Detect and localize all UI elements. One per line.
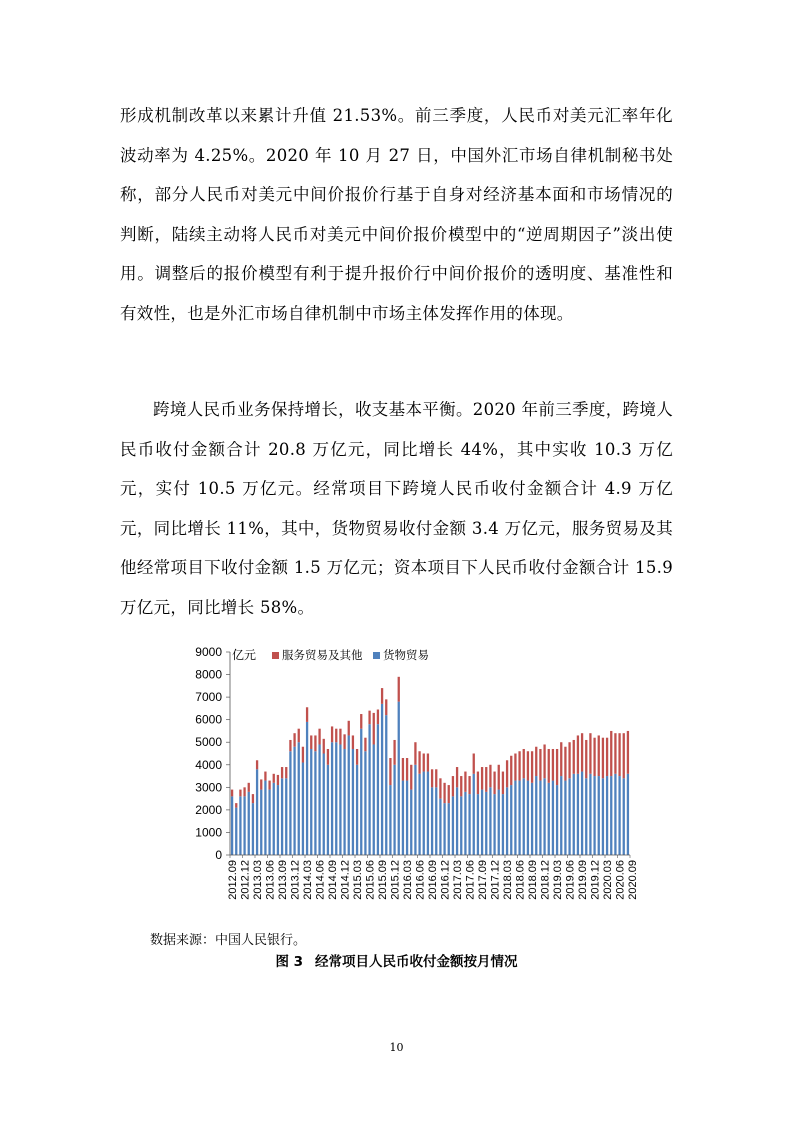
bar-services (398, 677, 400, 702)
bar-services (464, 772, 466, 792)
bar-goods (506, 787, 508, 855)
bar-services (460, 776, 462, 796)
x-tick-label: 2020.06 (614, 860, 627, 900)
x-tick-label: 2018.03 (502, 860, 515, 900)
bar-services (293, 733, 295, 747)
bar-services (564, 747, 566, 781)
bar-goods (464, 792, 466, 855)
bar-goods (231, 796, 233, 855)
bar-goods (356, 765, 358, 855)
bar-services (618, 733, 620, 776)
bar-goods (427, 772, 429, 855)
bar-services (610, 731, 612, 776)
bar-goods (260, 790, 262, 855)
bar-services (260, 779, 262, 789)
bar-services (302, 747, 304, 763)
bar-goods (298, 742, 300, 855)
bar-goods (285, 778, 287, 855)
bar-services (331, 726, 333, 742)
bar-goods (539, 781, 541, 855)
bar-services (277, 775, 279, 785)
bar-goods (598, 776, 600, 855)
bar-services (352, 735, 354, 749)
bar-goods (273, 783, 275, 855)
bar-goods (252, 803, 254, 855)
x-tick-label: 2019.03 (552, 860, 565, 900)
bar-goods (235, 808, 237, 855)
x-tick-label: 2013.09 (277, 860, 290, 900)
bar-goods (493, 794, 495, 855)
bar-services (593, 738, 595, 776)
bar-goods (523, 778, 525, 855)
bar-goods (435, 787, 437, 855)
y-tick-label: 4000 (195, 757, 222, 772)
bar-services (231, 790, 233, 797)
bar-services (381, 688, 383, 704)
bar-services (264, 772, 266, 781)
y-unit-label: 亿元 (232, 648, 257, 662)
bar-goods (443, 803, 445, 855)
bar-goods (348, 735, 350, 855)
bar-services (548, 749, 550, 783)
bar-services (360, 714, 362, 729)
y-tick-label: 5000 (195, 735, 222, 750)
bar-goods (364, 751, 366, 855)
bar-services (289, 740, 291, 751)
y-tick-label: 3000 (195, 780, 222, 795)
bar-services (368, 711, 370, 725)
bar-services (577, 735, 579, 773)
bar-services (493, 772, 495, 795)
bar-goods (373, 744, 375, 855)
bar-services (518, 751, 520, 780)
y-tick-label: 8000 (195, 667, 222, 682)
y-tick-label: 1000 (195, 825, 222, 840)
bar-services (252, 794, 254, 803)
bar-goods (248, 792, 250, 855)
bar-goods (573, 774, 575, 855)
bar-goods (402, 781, 404, 855)
bar-services (598, 735, 600, 776)
bar-services (556, 749, 558, 785)
bar-services (560, 742, 562, 776)
bar-services (314, 735, 316, 751)
bar-goods (623, 778, 625, 855)
bar-goods (618, 776, 620, 855)
x-tick-label: 2017.06 (464, 860, 477, 900)
bar-services (335, 729, 337, 743)
bar-goods (489, 787, 491, 855)
x-tick-label: 2013.06 (264, 860, 277, 900)
bar-services (531, 751, 533, 783)
bar-services (539, 749, 541, 781)
bar-services (523, 749, 525, 778)
source-note: 数据来源：中国人民银行。 (150, 933, 307, 948)
bar-services (248, 783, 250, 792)
bar-services (243, 787, 245, 796)
bar-goods (323, 754, 325, 856)
bar-services (585, 740, 587, 778)
bar-goods (614, 774, 616, 855)
bar-goods (606, 776, 608, 855)
x-tick-label: 2012.09 (227, 860, 240, 900)
bar-services (306, 707, 308, 722)
bar-services (377, 710, 379, 725)
x-tick-label: 2014.03 (302, 860, 315, 900)
x-tick-label: 2013.03 (252, 860, 265, 900)
bar-services (373, 713, 375, 745)
bar-goods (352, 749, 354, 855)
figure-title: 经常项目人民币收付金额按月情况 (315, 954, 518, 970)
bar-goods (368, 724, 370, 855)
bar-goods (423, 772, 425, 855)
bar-services (414, 742, 416, 765)
bar-goods (527, 781, 529, 855)
bar-goods (460, 796, 462, 855)
figure-caption (0, 950, 793, 970)
bar-services (477, 772, 479, 795)
bar-services (468, 776, 470, 794)
bar-goods (593, 776, 595, 855)
bar-services (452, 776, 454, 796)
bar-goods (293, 747, 295, 855)
bar-goods (289, 751, 291, 855)
bar-services (327, 749, 329, 765)
bar-services (385, 699, 387, 715)
bar-services (623, 733, 625, 778)
bar-goods (568, 778, 570, 855)
bar-goods (431, 787, 433, 855)
bar-goods (393, 765, 395, 855)
bar-goods (585, 778, 587, 855)
x-tick-label: 2013.12 (289, 860, 302, 900)
bar-services (443, 783, 445, 803)
bar-services (285, 767, 287, 778)
bar-services (456, 767, 458, 787)
x-tick-label: 2016.12 (439, 860, 452, 900)
bar-services (485, 767, 487, 792)
bar-services (527, 751, 529, 780)
bar-goods (543, 778, 545, 855)
bar-goods (473, 774, 475, 855)
bar-goods (268, 790, 270, 855)
bar-goods (410, 790, 412, 855)
bar-goods (439, 799, 441, 855)
bar-services (431, 769, 433, 787)
bar-services (423, 754, 425, 772)
bar-goods (498, 790, 500, 855)
bar-services (281, 767, 283, 778)
bar-services (535, 747, 537, 776)
bar-goods (477, 794, 479, 855)
bar-goods (514, 781, 516, 855)
bar-goods (468, 794, 470, 855)
bar-services (427, 754, 429, 772)
bar-services (418, 751, 420, 774)
bar-goods (243, 796, 245, 855)
x-tick-label: 2019.06 (564, 860, 577, 900)
bar-goods (535, 776, 537, 855)
bar-services (393, 740, 395, 765)
bar-goods (602, 778, 604, 855)
bar-services (402, 758, 404, 781)
bar-goods (627, 774, 629, 855)
bar-goods (306, 722, 308, 855)
bar-services (273, 774, 275, 783)
body-paragraph-1: 形成机制改革以来累计升值 21.53%。前三季度，人民币对美元汇率年化波动率为 4.25%。2020 年 10 月 27 日，中国外汇市场自律机制秘书处称，部分人民币对美元中间价报价行基于自身对经济基本面和市场情况的判断，陆续主动将人民币对美元中间价报价模型中的“逆周期因子”淡出使用。调整后的报价模型有利于提升报价行中间价报价的透明度、基准性和有效性，也是外汇市场自律机制中市场主体发挥作用的体现。 (120, 106, 673, 323)
bar-goods (310, 749, 312, 855)
x-tick-label: 2015.12 (389, 860, 402, 900)
bar-services (339, 729, 341, 745)
bar-services (256, 760, 258, 769)
bar-goods (377, 724, 379, 855)
bar-goods (389, 785, 391, 855)
bar-services (614, 733, 616, 774)
bar-services (573, 740, 575, 774)
x-tick-label: 2019.09 (577, 860, 590, 900)
bar-services (602, 738, 604, 779)
bar-services (543, 744, 545, 778)
x-tick-label: 2015.06 (364, 860, 377, 900)
y-tick-label: 0 (215, 848, 222, 862)
y-tick-label: 2000 (195, 802, 222, 817)
bar-services (448, 785, 450, 803)
x-tick-label: 2015.09 (377, 860, 390, 900)
current-account-rmb-chart (180, 640, 640, 930)
legend-swatch-services (272, 652, 279, 659)
legend-swatch-goods (373, 652, 380, 659)
legend-label-services: 服务贸易及其他 (282, 650, 363, 662)
bar-goods (398, 702, 400, 855)
bar-goods (327, 765, 329, 855)
bar-services (473, 754, 475, 774)
bar-goods (581, 772, 583, 855)
bar-services (268, 781, 270, 790)
bar-goods (264, 781, 266, 855)
bar-goods (281, 778, 283, 855)
bar-services (389, 758, 391, 785)
y-tick-label: 7000 (195, 690, 222, 705)
x-tick-label: 2019.12 (589, 860, 602, 900)
bar-services (589, 733, 591, 774)
bar-services (568, 742, 570, 778)
bar-goods (277, 785, 279, 855)
bar-goods (481, 790, 483, 855)
bar-services (310, 735, 312, 749)
bar-goods (239, 796, 241, 855)
x-tick-label: 2018.06 (514, 860, 527, 900)
x-tick-label: 2014.06 (314, 860, 327, 900)
bar-services (348, 721, 350, 736)
bar-goods (331, 742, 333, 855)
x-tick-label: 2014.09 (327, 860, 340, 900)
bar-goods (414, 765, 416, 855)
bar-services (581, 733, 583, 771)
bar-services (552, 749, 554, 781)
bar-goods (610, 776, 612, 855)
body-paragraph-2: 跨境人民币业务保持增长，收支基本平衡。2020 年前三季度，跨境人民币收付金额合计 20.8 万亿元，同比增长 44%，其中实收 10.3 万亿元，实付 10.5 万亿元。经常项目下跨境人民币收付金额合计 4.9 万亿元，同比增长 11%，其中，货物贸易收付金额 3.4 万亿元，服务贸易及其他经常项目下收付金额 1.5 万亿元；资本项目下人民币收付金额合计 15.9 万亿元，同比增长 58%。 (120, 400, 673, 617)
bar-goods (589, 774, 591, 855)
bar-services (481, 767, 483, 790)
bar-goods (339, 744, 341, 855)
x-tick-label: 2017.12 (489, 860, 502, 900)
bar-goods (381, 704, 383, 855)
bar-services (489, 765, 491, 788)
bar-goods (510, 785, 512, 855)
page-number: 10 (389, 1041, 404, 1054)
bar-services (323, 739, 325, 754)
bar-goods (335, 742, 337, 855)
bar-goods (418, 774, 420, 855)
bar-services (356, 749, 358, 765)
bar-goods (502, 794, 504, 855)
bar-services (435, 769, 437, 787)
bar-services (406, 758, 408, 781)
bar-goods (318, 744, 320, 855)
bar-goods (452, 796, 454, 855)
bar-goods (548, 783, 550, 855)
figure-number: 图 3 (275, 954, 304, 970)
x-tick-label: 2015.03 (352, 860, 365, 900)
x-tick-label: 2017.09 (477, 860, 490, 900)
legend-label-goods: 货物贸易 (383, 650, 429, 662)
x-tick-label: 2018.09 (527, 860, 540, 900)
x-tick-label: 2014.12 (339, 860, 352, 900)
bar-goods (302, 763, 304, 855)
bar-goods (456, 787, 458, 855)
bar-goods (556, 785, 558, 855)
bar-goods (531, 783, 533, 855)
x-tick-label: 2012.12 (239, 860, 252, 900)
x-tick-label: 2016.09 (427, 860, 440, 900)
bar-goods (256, 769, 258, 855)
bar-goods (406, 781, 408, 855)
y-tick-label: 6000 (195, 712, 222, 727)
bar-goods (360, 729, 362, 855)
bar-services (627, 731, 629, 774)
bar-services (506, 760, 508, 787)
bar-services (439, 778, 441, 798)
bar-services (239, 790, 241, 797)
x-tick-label: 2016.03 (402, 860, 415, 900)
bar-goods (485, 792, 487, 855)
bar-goods (552, 781, 554, 855)
bar-services (514, 754, 516, 781)
bar-services (364, 738, 366, 752)
bar-goods (518, 781, 520, 855)
x-tick-label: 2017.03 (452, 860, 465, 900)
bar-goods (564, 781, 566, 855)
bar-goods (314, 751, 316, 855)
x-tick-label: 2020.03 (602, 860, 615, 900)
x-tick-label: 2018.12 (539, 860, 552, 900)
bar-services (498, 765, 500, 790)
bar-services (298, 729, 300, 743)
bar-goods (560, 776, 562, 855)
x-tick-label: 2020.09 (627, 860, 640, 900)
bar-goods (385, 715, 387, 855)
x-tick-label: 2016.06 (414, 860, 427, 900)
y-tick-label: 9000 (195, 645, 222, 659)
bar-goods (448, 803, 450, 855)
bar-goods (343, 749, 345, 855)
bar-services (410, 765, 412, 790)
bar-services (235, 803, 237, 808)
bar-services (318, 729, 320, 745)
bar-goods (577, 774, 579, 855)
bar-services (606, 738, 608, 776)
bar-services (502, 772, 504, 795)
bar-services (343, 734, 345, 749)
bar-services (510, 756, 512, 785)
